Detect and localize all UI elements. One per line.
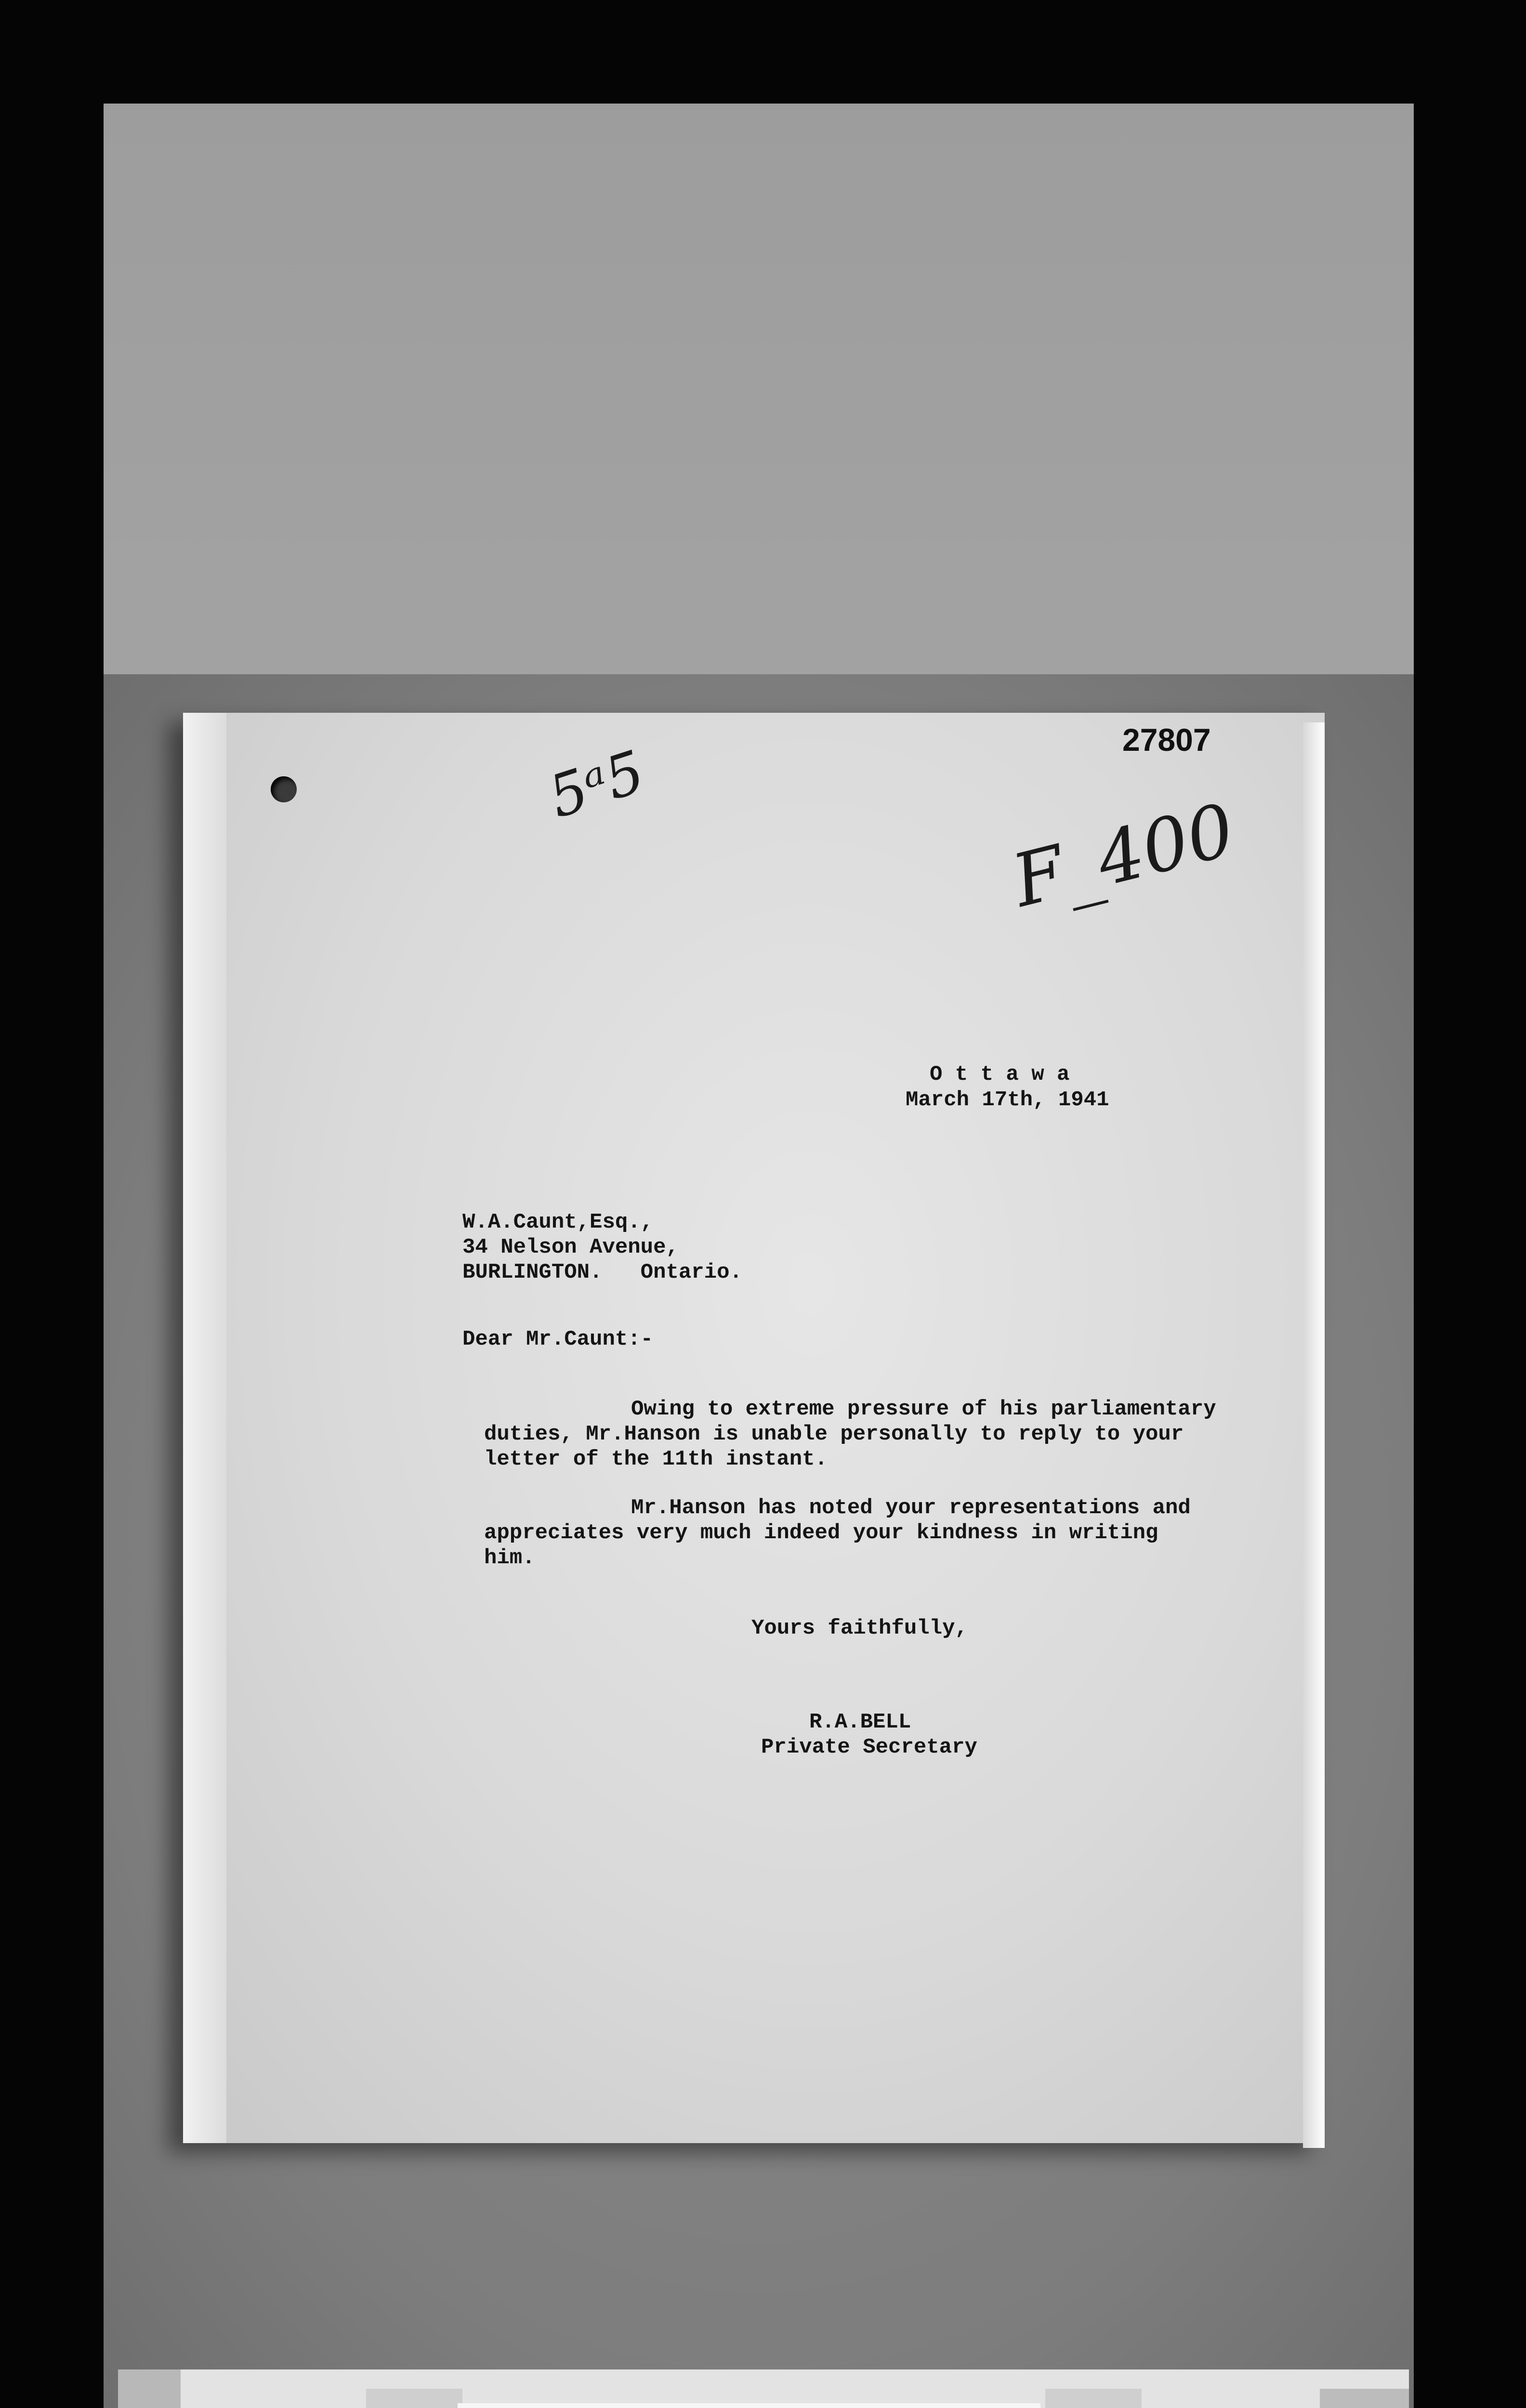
archive-label [118,2369,1409,2408]
signer-title: Private Secretary [761,1735,977,1759]
signer-name: R.A.BELL [809,1710,911,1734]
letter-right-edge [1303,722,1325,2148]
closing: Yours faithfully, [751,1616,968,1640]
letter-date: March 17th, 1941 [906,1088,1109,1112]
document-number: 27807 [1122,722,1211,758]
address-line-3: BURLINGTON. Ontario. [462,1260,742,1284]
tape [1045,2389,1142,2408]
letter-left-edge [183,713,226,2143]
body-line: Owing to extreme pressure of his parliamentary [631,1397,1216,1421]
tape [366,2389,462,2408]
body-line: appreciates very much indeed your kindness in writing [484,1521,1158,1545]
salutation: Dear Mr.Caunt:- [462,1327,654,1351]
body-line: Mr.Hanson has noted your representations and [631,1496,1191,1520]
handwritten-note-right: F_400 [1004,788,1243,924]
label-left-strip [118,2369,181,2408]
letter-place: O t t a w a [930,1062,1070,1086]
body-line: him. [484,1546,535,1570]
body-line: duties, Mr.Hanson is unable personally to reply to your [484,1422,1184,1446]
address-line-1: W.A.Caunt,Esq., [462,1210,654,1234]
punch-hole [271,776,297,802]
label-right-strip [1320,2389,1409,2408]
volume-label [458,2403,1040,2408]
address-line-2: 34 Nelson Avenue, [462,1235,679,1259]
body-line: letter of the 11th instant. [484,1447,828,1471]
handwritten-note-left: 5ᵃ5 [541,738,653,832]
